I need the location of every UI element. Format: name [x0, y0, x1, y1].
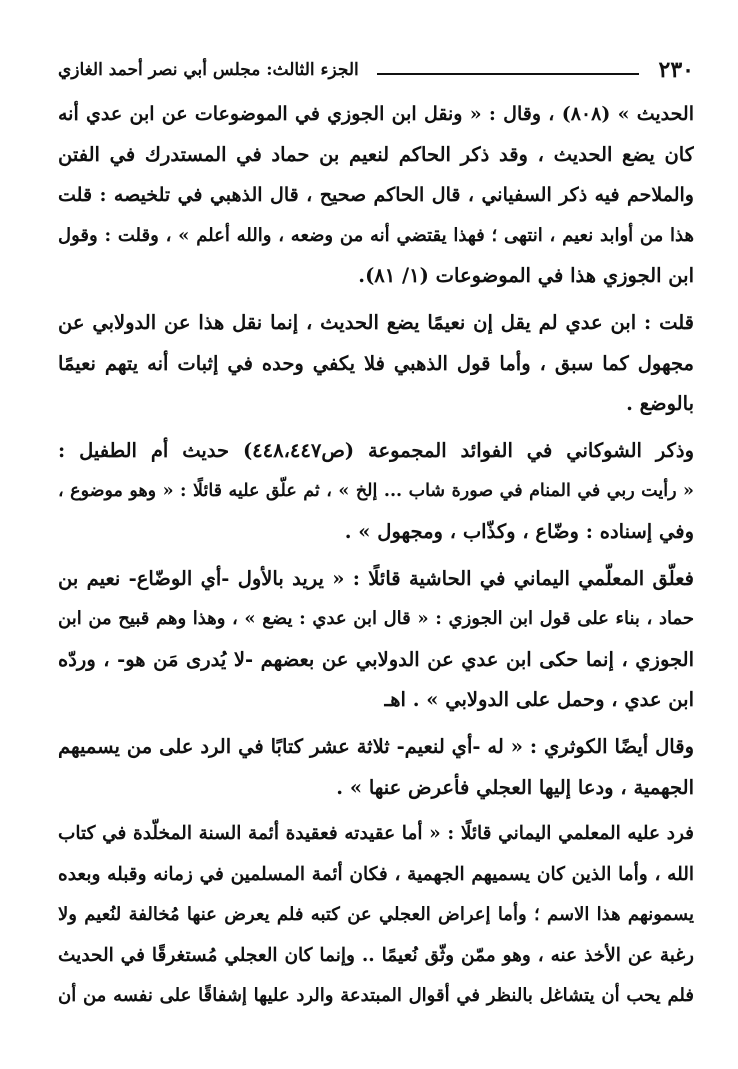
text-line: مجهول كما سبق ، وأما قول الذهبي فلا يكفي وحده في إثبات أنه يتهم نعيمًا	[58, 351, 694, 375]
text-line: فلم يحب أن يتشاغل بالنظر في أقوال المبتدعة والرد عليها إشفاقًا على نفسه من أن	[58, 985, 694, 1007]
text-line: هذا من أوابد نعيم ، انتهى ؛ فهذا يقتضي أنه من وضعه ، والله أعلم » ، وقلت : وقول	[58, 224, 694, 246]
text-line: الجهمية ، ودعا إليها العجلي فأعرض عنها » .	[336, 775, 694, 799]
text-line: كان يضع الحديث ، وقد ذكر الحاكم لنعيم بن حماد في المستدرك في الفتن	[58, 142, 694, 166]
text-line: ابن الجوزي هذا في الموضوعات (١/ ٨١).	[358, 264, 694, 288]
text-line: « رأيت ربي في المنام في صورة شاب ... إلخ » ، ثم علّق عليه قائلًا : « وهو موضوع ،	[58, 481, 694, 502]
text-line: وقال أيضًا الكوثري : « له -أي لنعيم- ثلاثة عشر كتابًا في الرد على من يسميهم	[58, 734, 694, 758]
paragraph-4	[58, 559, 694, 721]
text-line: فرد عليه المعلمي اليماني قائلًا : « أما عقيدته فعقيدة أئمة السنة المخلّدة في كتاب	[58, 823, 694, 845]
paragraph-2	[58, 303, 694, 425]
paragraph-6	[58, 814, 694, 1017]
text-line: حماد ، بناء على قول ابن الجوزي : « قال ابن عدي : يضع » ، وهذا وهم قبيح من ابن	[58, 608, 694, 630]
paragraph-1	[58, 94, 694, 297]
running-head: الجزء الثالث: مجلس أبي نصر أحمد الغازي	[58, 60, 359, 80]
text-line: رغبة عن الأخذ عنه ، وهو ممّن وثّق نُعيمًا .. وإنما كان العجلي مُستغرقًا في الحديث	[58, 944, 694, 966]
text-line: فعلّق المعلّمي اليماني في الحاشية قائلًا : « يريد بالأول -أي الوضّاع- نعيم بن	[58, 566, 694, 590]
page-number: ٢٣٠	[658, 57, 694, 83]
text-line: الجوزي ، إنما حكى ابن عدي عن الدولابي عن بعضهم -لا يُدرى مَن هو- ، وردّه	[58, 647, 694, 671]
text-line: وفي إسناده : وضّاع ، وكذّاب ، ومجهول » .	[344, 519, 694, 543]
text-line: الله ، وأما الذين كان يسميهم الجهمية ، فكان أئمة المسلمين في زمانه وقبله وبعده	[58, 863, 694, 885]
text-line: يسمونهم هذا الاسم ؛ وأما إعراض العجلي عن كتبه فلم يعرض عنها مُخالفة لنُعيم ولا	[58, 904, 694, 926]
text-line: ابن عدي ، وحمل على الدولابي » . اهـ	[384, 688, 694, 712]
page-header	[58, 50, 694, 90]
body-text	[58, 94, 694, 1017]
text-line: والملاحم فيه ذكر السفياني ، قال الحاكم صحيح ، قال الذهبي في تلخيصه : قلت	[58, 184, 694, 207]
paragraph-3	[58, 431, 694, 553]
text-line: قلت : ابن عدي لم يقل إن نعيمًا يضع الحديث ، إنما نقل هذا عن الدولابي عن	[58, 310, 694, 334]
paragraph-5	[58, 727, 694, 808]
text-line: الحديث » (٨٠٨) ، وقال : « ونقل ابن الجوزي في الموضوعات عن ابن عدي أنه	[58, 103, 694, 125]
text-line: وذكر الشوكاني في الفوائد المجموعة (ص٤٤٨،٤٤٧) حديث أم الطفيل :	[58, 438, 694, 462]
text-line: بالوضع .	[626, 392, 694, 416]
header-rule	[377, 73, 639, 75]
